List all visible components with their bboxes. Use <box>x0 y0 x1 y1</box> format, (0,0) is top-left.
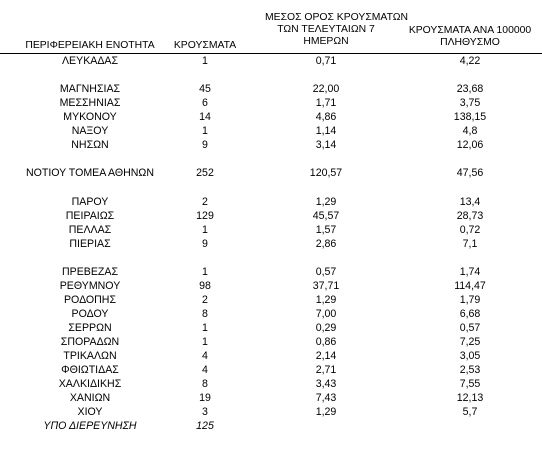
cell-cases: 3 <box>202 406 208 419</box>
table-row <box>0 391 542 405</box>
cell-seven-day-average: 0,29 <box>315 321 337 334</box>
cell-cases: 98 <box>199 279 211 292</box>
cell-cases-per-100k: 7,55 <box>459 378 481 391</box>
table-row <box>0 110 542 124</box>
cell-cases-per-100k: 3,75 <box>459 97 481 110</box>
cell-region: ΜΥΚΟΝΟΥ <box>63 111 117 124</box>
header-cases: ΚΡΟΥΣΜΑΤΑ <box>173 40 237 51</box>
header-avg-line-2: ΤΩΝ ΤΕΛΕΥΤΑΙΩΝ 7 <box>277 24 375 35</box>
table-row <box>0 223 542 237</box>
cell-seven-day-average: 22,00 <box>312 83 340 96</box>
cell-region: ΠΡΕΒΕΖΑΣ <box>62 265 118 278</box>
table-row <box>0 405 542 419</box>
cell-cases: 129 <box>196 209 214 222</box>
cell-seven-day-average: 3,14 <box>315 139 337 152</box>
header-cases-per-100k <box>395 25 542 49</box>
cell-cases-per-100k: 2,53 <box>459 364 481 377</box>
header-avg-line-3: ΗΜΕΡΩΝ <box>303 36 349 47</box>
cell-cases-per-100k: 1,74 <box>459 265 481 278</box>
cell-region: ΣΕΡΡΩΝ <box>68 321 112 334</box>
cell-cases-per-100k: 0,72 <box>459 223 481 236</box>
table-row <box>0 166 542 180</box>
cell-seven-day-average: 45,57 <box>312 209 340 222</box>
cell-cases: 1 <box>202 336 208 348</box>
table-row <box>0 265 542 279</box>
cell-region: ΡΟΔΟΠΗΣ <box>63 293 117 306</box>
cell-cases: 1 <box>202 321 208 334</box>
cell-cases: 6 <box>202 97 208 110</box>
cell-cases: 4 <box>202 350 208 363</box>
cell-cases-per-100k: 3,05 <box>459 350 481 363</box>
cell-cases: 1 <box>202 265 208 278</box>
cell-region: ΝΗΣΩΝ <box>71 139 109 152</box>
cell-seven-day-average: 1,57 <box>315 223 337 236</box>
cell-seven-day-average: 1,71 <box>315 97 337 110</box>
cell-cases: 45 <box>199 83 211 96</box>
cell-region: ΣΠΟΡΑΔΩΝ <box>60 336 120 348</box>
cell-region: ΝΟΤΙΟΥ ΤΟΜΕΑ ΑΘΗΝΩΝ <box>25 167 155 180</box>
cell-seven-day-average: 2,86 <box>315 237 337 250</box>
cell-region: ΥΠΟ ΔΙΕΡΕΥΝΗΣΗ <box>43 420 137 433</box>
cell-seven-day-average: 1,29 <box>315 406 337 419</box>
cell-cases: 252 <box>196 167 214 180</box>
cell-seven-day-average: 2,14 <box>315 350 337 363</box>
cell-cases-per-100k: 4,22 <box>459 55 481 67</box>
header-region: ΠΕΡΙΦΕΡΕΙΑΚΗ ΕΝΟΤΗΤΑ <box>25 40 155 51</box>
cell-region: ΧΑΛΚΙΔΙΚΗΣ <box>58 378 122 391</box>
cell-region: ΝΑΞΟΥ <box>71 125 109 138</box>
header-per-line-1: ΚΡΟΥΣΜΑΤΑ ΑΝΑ 100000 <box>408 25 532 36</box>
table-row <box>0 377 542 391</box>
table-row <box>0 209 542 223</box>
cell-region: ΧΑΝΙΩΝ <box>69 392 111 405</box>
cell-cases: 8 <box>202 307 208 320</box>
cell-cases-per-100k: 5,7 <box>462 406 478 419</box>
cell-cases: 1 <box>202 223 208 236</box>
cell-region: ΠΕΛΛΑΣ <box>68 223 112 236</box>
cell-cases-per-100k: 1,79 <box>459 293 481 306</box>
cell-cases-per-100k: 13,4 <box>459 195 481 208</box>
cell-region: ΧΙΟΥ <box>77 406 103 419</box>
cell-region: ΠΑΡΟΥ <box>71 195 109 208</box>
header-seven-day-average <box>265 12 409 48</box>
table-row <box>0 54 542 68</box>
cell-cases-per-100k: 28,73 <box>456 209 484 222</box>
cell-cases: 2 <box>202 293 208 306</box>
cell-seven-day-average: 1,29 <box>315 293 337 306</box>
cell-seven-day-average: 7,43 <box>315 392 337 405</box>
cell-seven-day-average: 0,86 <box>315 336 337 348</box>
cell-cases: 14 <box>199 111 211 124</box>
cell-cases-per-100k: 6,68 <box>459 307 481 320</box>
table-row <box>0 279 542 293</box>
cell-cases: 19 <box>199 392 211 405</box>
table-row <box>0 419 542 433</box>
cell-cases: 8 <box>202 378 208 391</box>
cell-seven-day-average: 1,14 <box>315 125 337 138</box>
cell-cases-per-100k: 23,68 <box>456 83 484 96</box>
cell-seven-day-average: 2,71 <box>315 364 337 377</box>
table-row <box>0 293 542 307</box>
cell-region: ΤΡΙΚΑΛΩΝ <box>63 350 117 363</box>
cell-cases-per-100k: 138,15 <box>453 111 487 124</box>
cell-region: ΡΟΔΟΥ <box>71 307 109 320</box>
table-row <box>0 335 542 349</box>
cell-seven-day-average: 120,57 <box>309 167 343 180</box>
cell-seven-day-average: 37,71 <box>312 279 340 292</box>
table-row <box>0 307 542 321</box>
cell-seven-day-average: 1,29 <box>315 195 337 208</box>
cell-region: ΛΕΥΚΑΔΑΣ <box>61 55 119 67</box>
table-row <box>0 363 542 377</box>
cell-region: ΦΘΙΩΤΙΔΑΣ <box>61 364 119 377</box>
cell-cases: 4 <box>202 364 208 377</box>
cell-cases: 9 <box>202 139 208 152</box>
table-row <box>0 195 542 209</box>
cell-cases-per-100k: 47,56 <box>456 167 484 180</box>
cell-region: ΜΕΣΣΗΝΙΑΣ <box>59 97 121 110</box>
table-row <box>0 237 542 251</box>
cell-cases: 125 <box>196 420 214 433</box>
cell-cases: 1 <box>202 55 208 67</box>
table-row <box>0 124 542 138</box>
table-row <box>0 82 542 96</box>
cell-cases-per-100k: 7,25 <box>459 336 481 348</box>
cell-seven-day-average: 0,71 <box>315 55 337 67</box>
table-row <box>0 96 542 110</box>
cell-cases-per-100k: 4,8 <box>462 125 478 138</box>
cell-cases-per-100k: 0,57 <box>459 321 481 334</box>
cell-seven-day-average: 0,57 <box>315 265 337 278</box>
cell-cases-per-100k: 7,1 <box>462 237 478 250</box>
table-row <box>0 138 542 152</box>
cell-region: ΠΕΙΡΑΙΩΣ <box>65 209 115 222</box>
cell-seven-day-average: 4,86 <box>315 111 337 124</box>
cell-seven-day-average: 3,43 <box>315 378 337 391</box>
cell-region: ΜΑΓΝΗΣΙΑΣ <box>59 83 121 96</box>
header-per-line-2: ΠΛΗΘΥΣΜΟ <box>440 37 500 48</box>
header-avg-line-1: ΜΕΣΟΣ ΟΡΟΣ ΚΡΟΥΣΜΑΤΩΝ <box>265 12 409 23</box>
cell-cases: 1 <box>202 125 208 138</box>
cell-seven-day-average: 7,00 <box>315 307 337 320</box>
table-row <box>0 349 542 363</box>
cell-cases-per-100k: 12,06 <box>456 139 484 152</box>
cell-cases: 2 <box>202 195 208 208</box>
cell-region: ΠΙΕΡΙΑΣ <box>69 237 111 250</box>
table-row <box>0 321 542 335</box>
cell-region: ΡΕΘΥΜΝΟΥ <box>59 279 121 292</box>
cell-cases-per-100k: 114,47 <box>454 279 486 292</box>
cell-cases-per-100k: 12,13 <box>456 392 484 405</box>
cell-cases: 9 <box>202 237 208 250</box>
